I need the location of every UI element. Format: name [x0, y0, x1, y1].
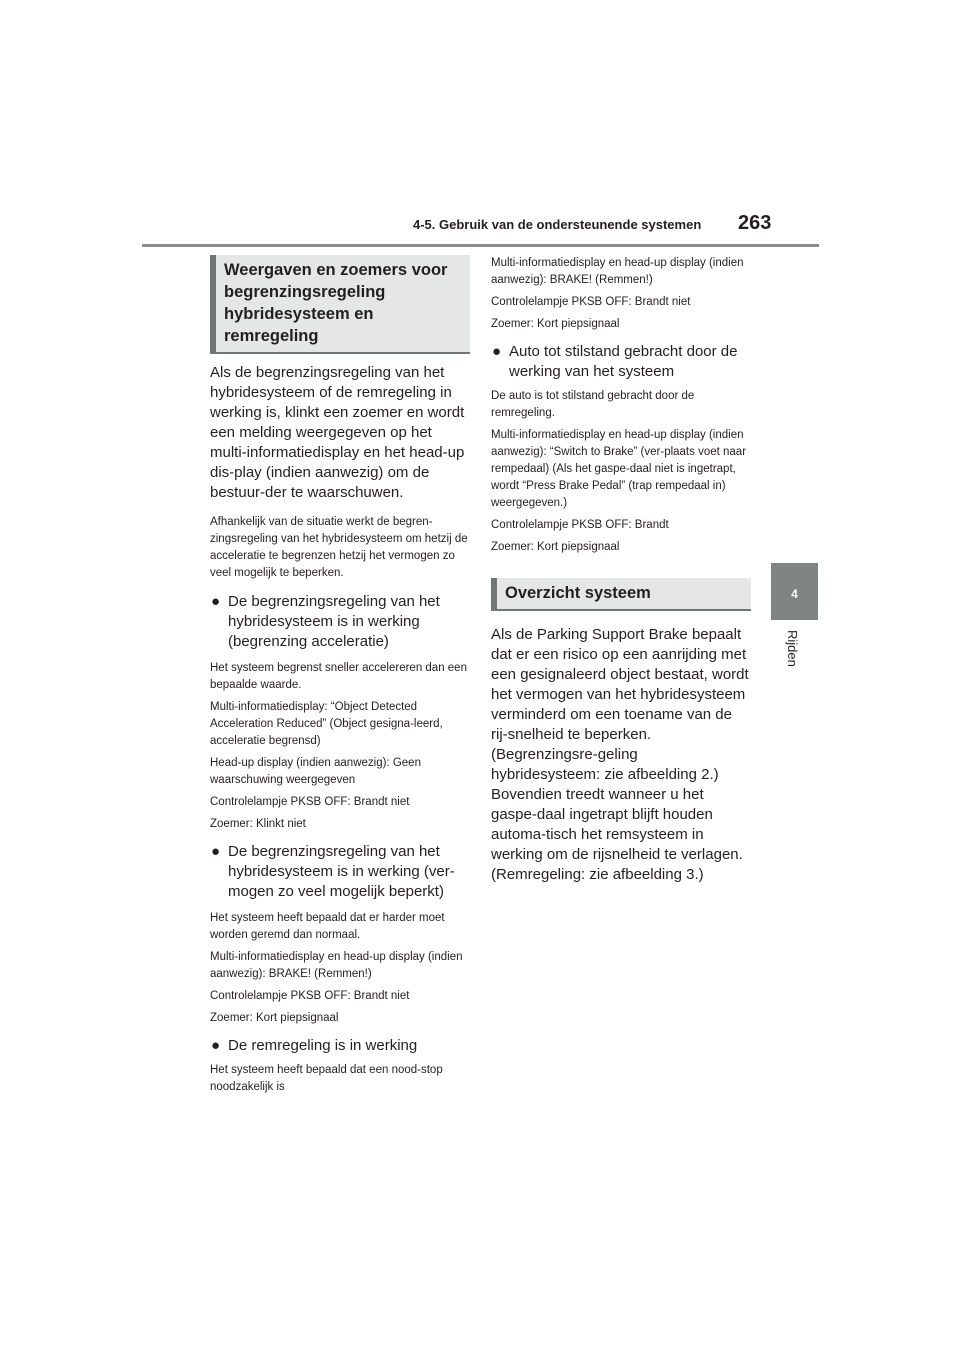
detail-line: Het systeem begrenst sneller accelereren dan een bepaalde waarde.: [210, 662, 467, 691]
section-title: 4-5. Gebruik van de ondersteunende systemen: [413, 217, 702, 232]
detail-line: Controlelampje PKSB OFF: Brandt: [491, 519, 669, 531]
detail-line: Zoemer: Kort piepsignaal: [491, 318, 620, 330]
section-heading: Overzicht systeem: [491, 578, 751, 611]
bullet-item: [491, 342, 751, 382]
detail-line: Multi-informatiedisplay en head-up display (indien aanwezig): BRAKE! (Remmen!): [491, 257, 744, 286]
bullet-item: [210, 1036, 470, 1056]
detail-line: Controlelampje PKSB OFF: Brandt niet: [491, 296, 691, 308]
bullet-dot-icon: ●: [211, 1037, 221, 1054]
note-paragraph: Afhankelijk van de situatie werkt de begren-zingsregeling van het hybridesysteem om hetzij de acceleratie te begrenzen hetzij het vermogen zo veel mogelijk te beperken.: [210, 516, 468, 579]
overview-paragraph: Bovendien treedt wanneer u het gaspe-daal ingetrapt blijft houden automa-tisch het remsysteem in werking om de rijsnelheid te verlagen. (Remregeling: zie afbeelding 3.): [491, 786, 743, 883]
bullet-dot-icon: ●: [211, 843, 221, 860]
bullet-text: De remregeling is in werking: [228, 1037, 418, 1054]
detail-line: Head-up display (indien aanwezig): Geen waarschuwing weergegeven: [210, 757, 421, 786]
chapter-label: Rijden: [785, 630, 800, 667]
detail-line: Zoemer: Klinkt niet: [210, 818, 306, 830]
detail-line: Zoemer: Kort piepsignaal: [491, 541, 620, 553]
detail-line: De auto is tot stilstand gebracht door de remregeling.: [491, 390, 695, 419]
detail-line: Multi-informatiedisplay en head-up display (indien aanwezig): BRAKE! (Remmen!): [210, 951, 463, 980]
bullet-text: De begrenzingsregeling van het hybridesysteem is in werking (begrenzing acceleratie): [228, 593, 440, 650]
page-number: 263: [738, 212, 772, 234]
bullet-item: [210, 592, 470, 652]
intro-paragraph: Als de begrenzingsregeling van het hybridesysteem of de remregeling in werking is, klinkt een zoemer en wordt een melding weergegeven op het multi-informatiedisplay en het head-up dis-play (indien aanwezig) om de bestuur-der te waarschuwen.: [210, 364, 465, 501]
bullet-text: Auto tot stilstand gebracht door de werking van het systeem: [509, 343, 738, 380]
detail-line: Zoemer: Kort piepsignaal: [210, 1012, 339, 1024]
chapter-number: 4: [791, 587, 798, 601]
section-heading: Weergaven en zoemers voor begrenzingsregeling hybridesysteem en remregeling: [210, 255, 470, 354]
detail-line: Het systeem heeft bepaald dat er harder moet worden geremd dan normaal.: [210, 912, 445, 941]
detail-line: Controlelampje PKSB OFF: Brandt niet: [210, 796, 410, 808]
bullet-dot-icon: ●: [211, 593, 221, 610]
detail-line: Het systeem heeft bepaald dat een nood-stop noodzakelijk is: [210, 1064, 443, 1093]
detail-line: Multi-informatiedisplay en head-up display (indien aanwezig): “Switch to Brake” (ver-plaats voet naar rempedaal) (Als het gaspe-daal niet is ingetrapt, wordt “Press Brake Pedal” (trap rempedaal in) weergegeven.): [491, 429, 747, 509]
detail-line: Controlelampje PKSB OFF: Brandt niet: [210, 990, 410, 1002]
bullet-dot-icon: ●: [492, 343, 502, 360]
detail-line: Multi-informatiedisplay: “Object Detected Acceleration Reduced” (Object gesigna-leerd, acceleratie begrensd): [210, 701, 443, 747]
left-column: [210, 255, 470, 1096]
right-column: [491, 255, 751, 885]
overview-paragraph: Als de Parking Support Brake bepaalt dat er een risico op een aanrijding met een gesignaleerd object bestaat, wordt het vermogen van het hybridesysteem verminderd om een toename van de rij-snelheid te beperken. (Begrenzingsre-geling hybridesysteem: zie afbeelding 2.): [491, 626, 749, 783]
chapter-tab: [771, 563, 818, 620]
bullet-text: De begrenzingsregeling van het hybridesysteem is in werking (ver-mogen zo veel mogelijk beperkt): [228, 843, 455, 900]
bullet-item: [210, 842, 470, 902]
header-divider: [142, 244, 819, 247]
